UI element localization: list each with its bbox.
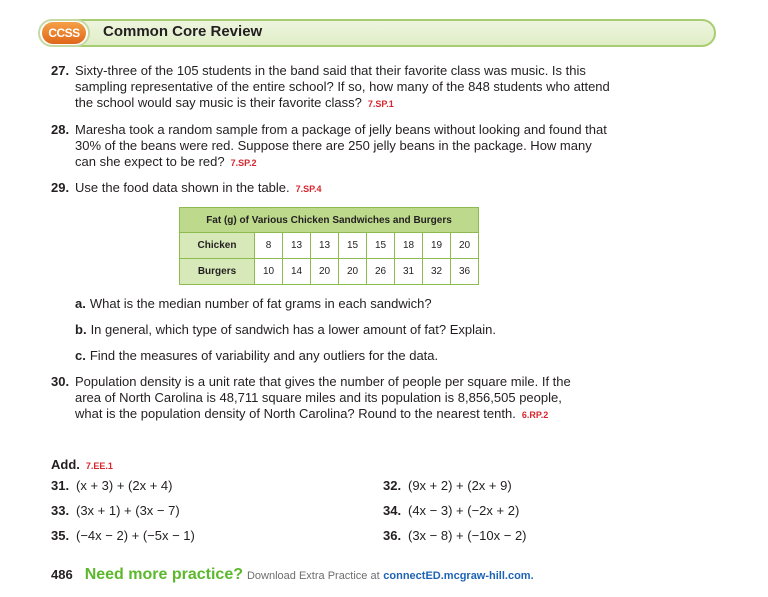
download-text: Download Extra Practice at	[246, 570, 380, 582]
page-number: 486	[51, 567, 73, 582]
add-label: Add.	[51, 457, 80, 472]
table-cell: 32	[423, 259, 451, 285]
exercise-expression: (3x + 1) + (3x − 7)	[76, 503, 180, 518]
standard-code: 7.SP.2	[230, 158, 257, 168]
table-cell: 13	[311, 233, 339, 259]
problem-text: Population density is a unit rate that gives the number of people per square mile. If the area of North Carolina is 48,711 square miles and its population is 8,856,505 people, what is the population density of North Carolina? Round to the nearest tenth.	[75, 374, 571, 421]
exercise-36	[383, 528, 527, 543]
table-cell: 15	[367, 233, 395, 259]
subpart-c	[75, 348, 438, 364]
problem-28	[51, 122, 611, 171]
exercise-31	[51, 478, 172, 493]
subpart-text: In general, which type of sandwich has a lower amount of fat? Explain.	[90, 322, 496, 337]
standard-code: 7.SP.1	[367, 99, 394, 109]
row-header: Chicken	[180, 233, 255, 259]
table-cell: 18	[395, 233, 423, 259]
exercise-expression: (−4x − 2) + (−5x − 1)	[76, 528, 195, 543]
subpart-b	[75, 322, 496, 338]
table-cell: 8	[255, 233, 283, 259]
subpart-a	[75, 296, 432, 312]
table-cell: 20	[451, 233, 479, 259]
row-header: Burgers	[180, 259, 255, 285]
table-cell: 19	[423, 233, 451, 259]
problem-text: Sixty-three of the 105 students in the band said that their favorite class was music. Is this sampling representative of the entire school? If so, how many of the 848 students who attend the school would say music is their favorite class?	[75, 63, 610, 110]
exercise-expression: (3x − 8) + (−10x − 2)	[408, 528, 527, 543]
exercise-32	[383, 478, 512, 493]
table-row-chicken	[180, 233, 479, 259]
add-section-heading	[51, 457, 113, 472]
table-cell: 20	[339, 259, 367, 285]
table-caption: Fat (g) of Various Chicken Sandwiches and Burgers	[180, 208, 479, 233]
table-cell: 10	[255, 259, 283, 285]
standard-code: 6.RP.2	[521, 410, 549, 420]
problem-number: 29.	[51, 180, 70, 195]
exercise-number: 33.	[51, 503, 70, 518]
problem-number: 30.	[51, 374, 70, 389]
connected-link[interactable]: connectED.mcgraw-hill.com.	[383, 570, 534, 582]
fat-data-table	[179, 207, 479, 285]
problem-30	[51, 374, 586, 423]
table-cell: 31	[395, 259, 423, 285]
problem-27	[51, 63, 611, 112]
subpart-text: Find the measures of variability and any outliers for the data.	[89, 348, 439, 363]
problem-text: Use the food data shown in the table.	[75, 180, 290, 195]
table-cell: 26	[367, 259, 395, 285]
ccss-badge	[38, 19, 90, 47]
table-cell: 13	[283, 233, 311, 259]
table-cell: 15	[339, 233, 367, 259]
exercise-expression: (9x + 2) + (2x + 9)	[408, 478, 512, 493]
problem-29	[51, 180, 611, 197]
need-more-practice-label: Need more practice?	[84, 566, 243, 583]
subpart-letter: c.	[75, 348, 86, 363]
problem-text: Maresha took a random sample from a package of jelly beans without looking and found that 30% of the beans were red. Suppose there are 250 jelly beans in the package. How many can she expect to be red?	[75, 122, 607, 169]
standard-code: 7.EE.1	[85, 461, 113, 471]
table-cell: 36	[451, 259, 479, 285]
exercise-33	[51, 503, 180, 518]
exercise-35	[51, 528, 195, 543]
exercise-34	[383, 503, 519, 518]
problem-number: 27.	[51, 63, 70, 78]
exercise-number: 31.	[51, 478, 70, 493]
subpart-text: What is the median number of fat grams in each sandwich?	[89, 296, 432, 311]
ccss-badge-label: CCSS	[42, 22, 86, 44]
exercise-expression: (x + 3) + (2x + 4)	[76, 478, 173, 493]
exercise-number: 36.	[383, 528, 402, 543]
section-title: Common Core Review	[103, 23, 263, 40]
table-row-burgers	[180, 259, 479, 285]
standard-code: 7.SP.4	[295, 184, 322, 194]
subpart-letter: a.	[75, 296, 86, 311]
exercise-number: 35.	[51, 528, 70, 543]
subpart-letter: b.	[75, 322, 87, 337]
page-footer	[51, 566, 534, 584]
problem-number: 28.	[51, 122, 70, 137]
table-cell: 14	[283, 259, 311, 285]
table-cell: 20	[311, 259, 339, 285]
exercise-expression: (4x − 3) + (−2x + 2)	[408, 503, 520, 518]
exercise-number: 34.	[383, 503, 402, 518]
exercise-number: 32.	[383, 478, 402, 493]
table-caption-row	[180, 208, 479, 233]
